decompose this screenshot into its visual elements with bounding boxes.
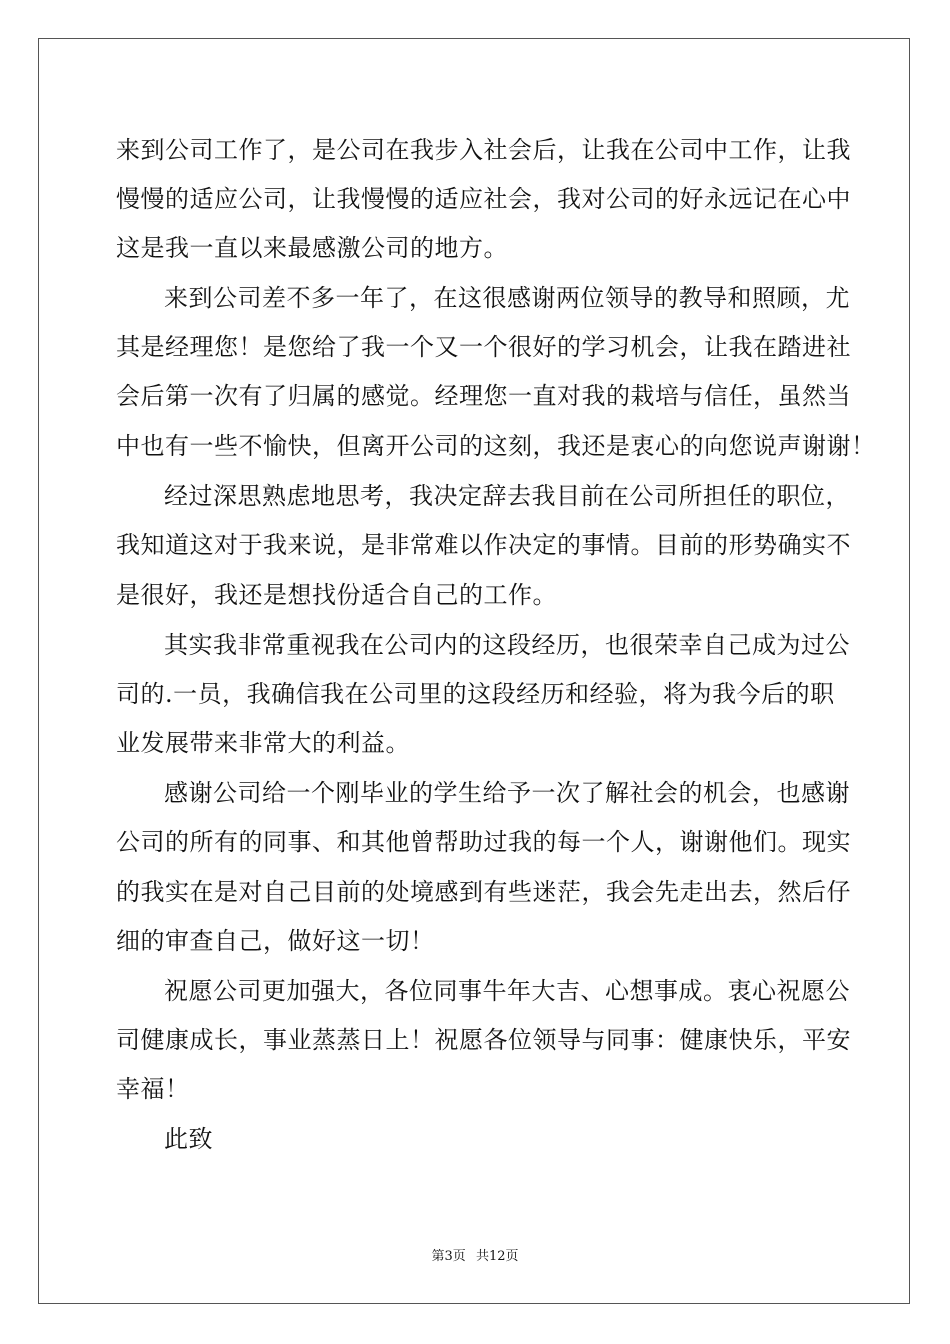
text-line: 中也有一些不愉快，但离开公司的这刻，我还是衷心的向您说声谢谢！ bbox=[116, 432, 876, 460]
text-line: 来到公司差不多一年了，在这很感谢两位领导的教导和照顾，尤 bbox=[164, 284, 850, 312]
text-line: 慢慢的适应公司，让我慢慢的适应社会，我对公司的好永远记在心中 bbox=[116, 185, 851, 213]
text-line: 是很好，我还是想找份适合自己的工作。 bbox=[116, 581, 557, 609]
text-line: 幸福！ bbox=[116, 1075, 190, 1103]
page-total: 共12页 bbox=[475, 1249, 519, 1264]
text-line: 我知道这对于我来说，是非常难以作决定的事情。目前的形势确实不 bbox=[116, 531, 851, 559]
text-line: 其实我非常重视我在公司内的这段经历，也很荣幸自己成为过公 bbox=[164, 631, 850, 659]
text-line: 会后第一次有了归属的感觉。经理您一直对我的栽培与信任，虽然当 bbox=[116, 382, 851, 410]
page-footer bbox=[0, 1248, 950, 1266]
page-border bbox=[38, 38, 910, 1304]
closing-salutation: 此致 bbox=[164, 1125, 213, 1153]
text-line: 其是经理您！是您给了我一个又一个很好的学习机会，让我在踏进社 bbox=[116, 333, 851, 361]
text-line: 司健康成长，事业蒸蒸日上！祝愿各位领导与同事：健康快乐，平安 bbox=[116, 1026, 851, 1054]
page-number: 第3页 bbox=[431, 1249, 466, 1264]
text-line: 公司的所有的同事、和其他曾帮助过我的每一个人，谢谢他们。现实 bbox=[116, 828, 851, 856]
text-line: 司的.一员，我确信我在公司里的这段经历和经验，将为我今后的职 bbox=[116, 680, 835, 708]
text-line: 业发展带来非常大的利益。 bbox=[116, 729, 410, 757]
text-line: 感谢公司给一个刚毕业的学生给予一次了解社会的机会，也感谢 bbox=[164, 779, 850, 807]
text-line: 经过深思熟虑地思考，我决定辞去我目前在公司所担任的职位， bbox=[164, 482, 850, 510]
text-line: 细的审查自己，做好这一切！ bbox=[116, 927, 435, 955]
text-line: 祝愿公司更加强大，各位同事牛年大吉、心想事成。衷心祝愿公 bbox=[164, 977, 850, 1005]
text-line: 这是我一直以来最感激公司的地方。 bbox=[116, 234, 508, 262]
text-line: 来到公司工作了，是公司在我步入社会后，让我在公司中工作，让我 bbox=[116, 136, 851, 164]
text-line: 的我实在是对自己目前的处境感到有些迷茫，我会先走出去，然后仔 bbox=[116, 878, 851, 906]
